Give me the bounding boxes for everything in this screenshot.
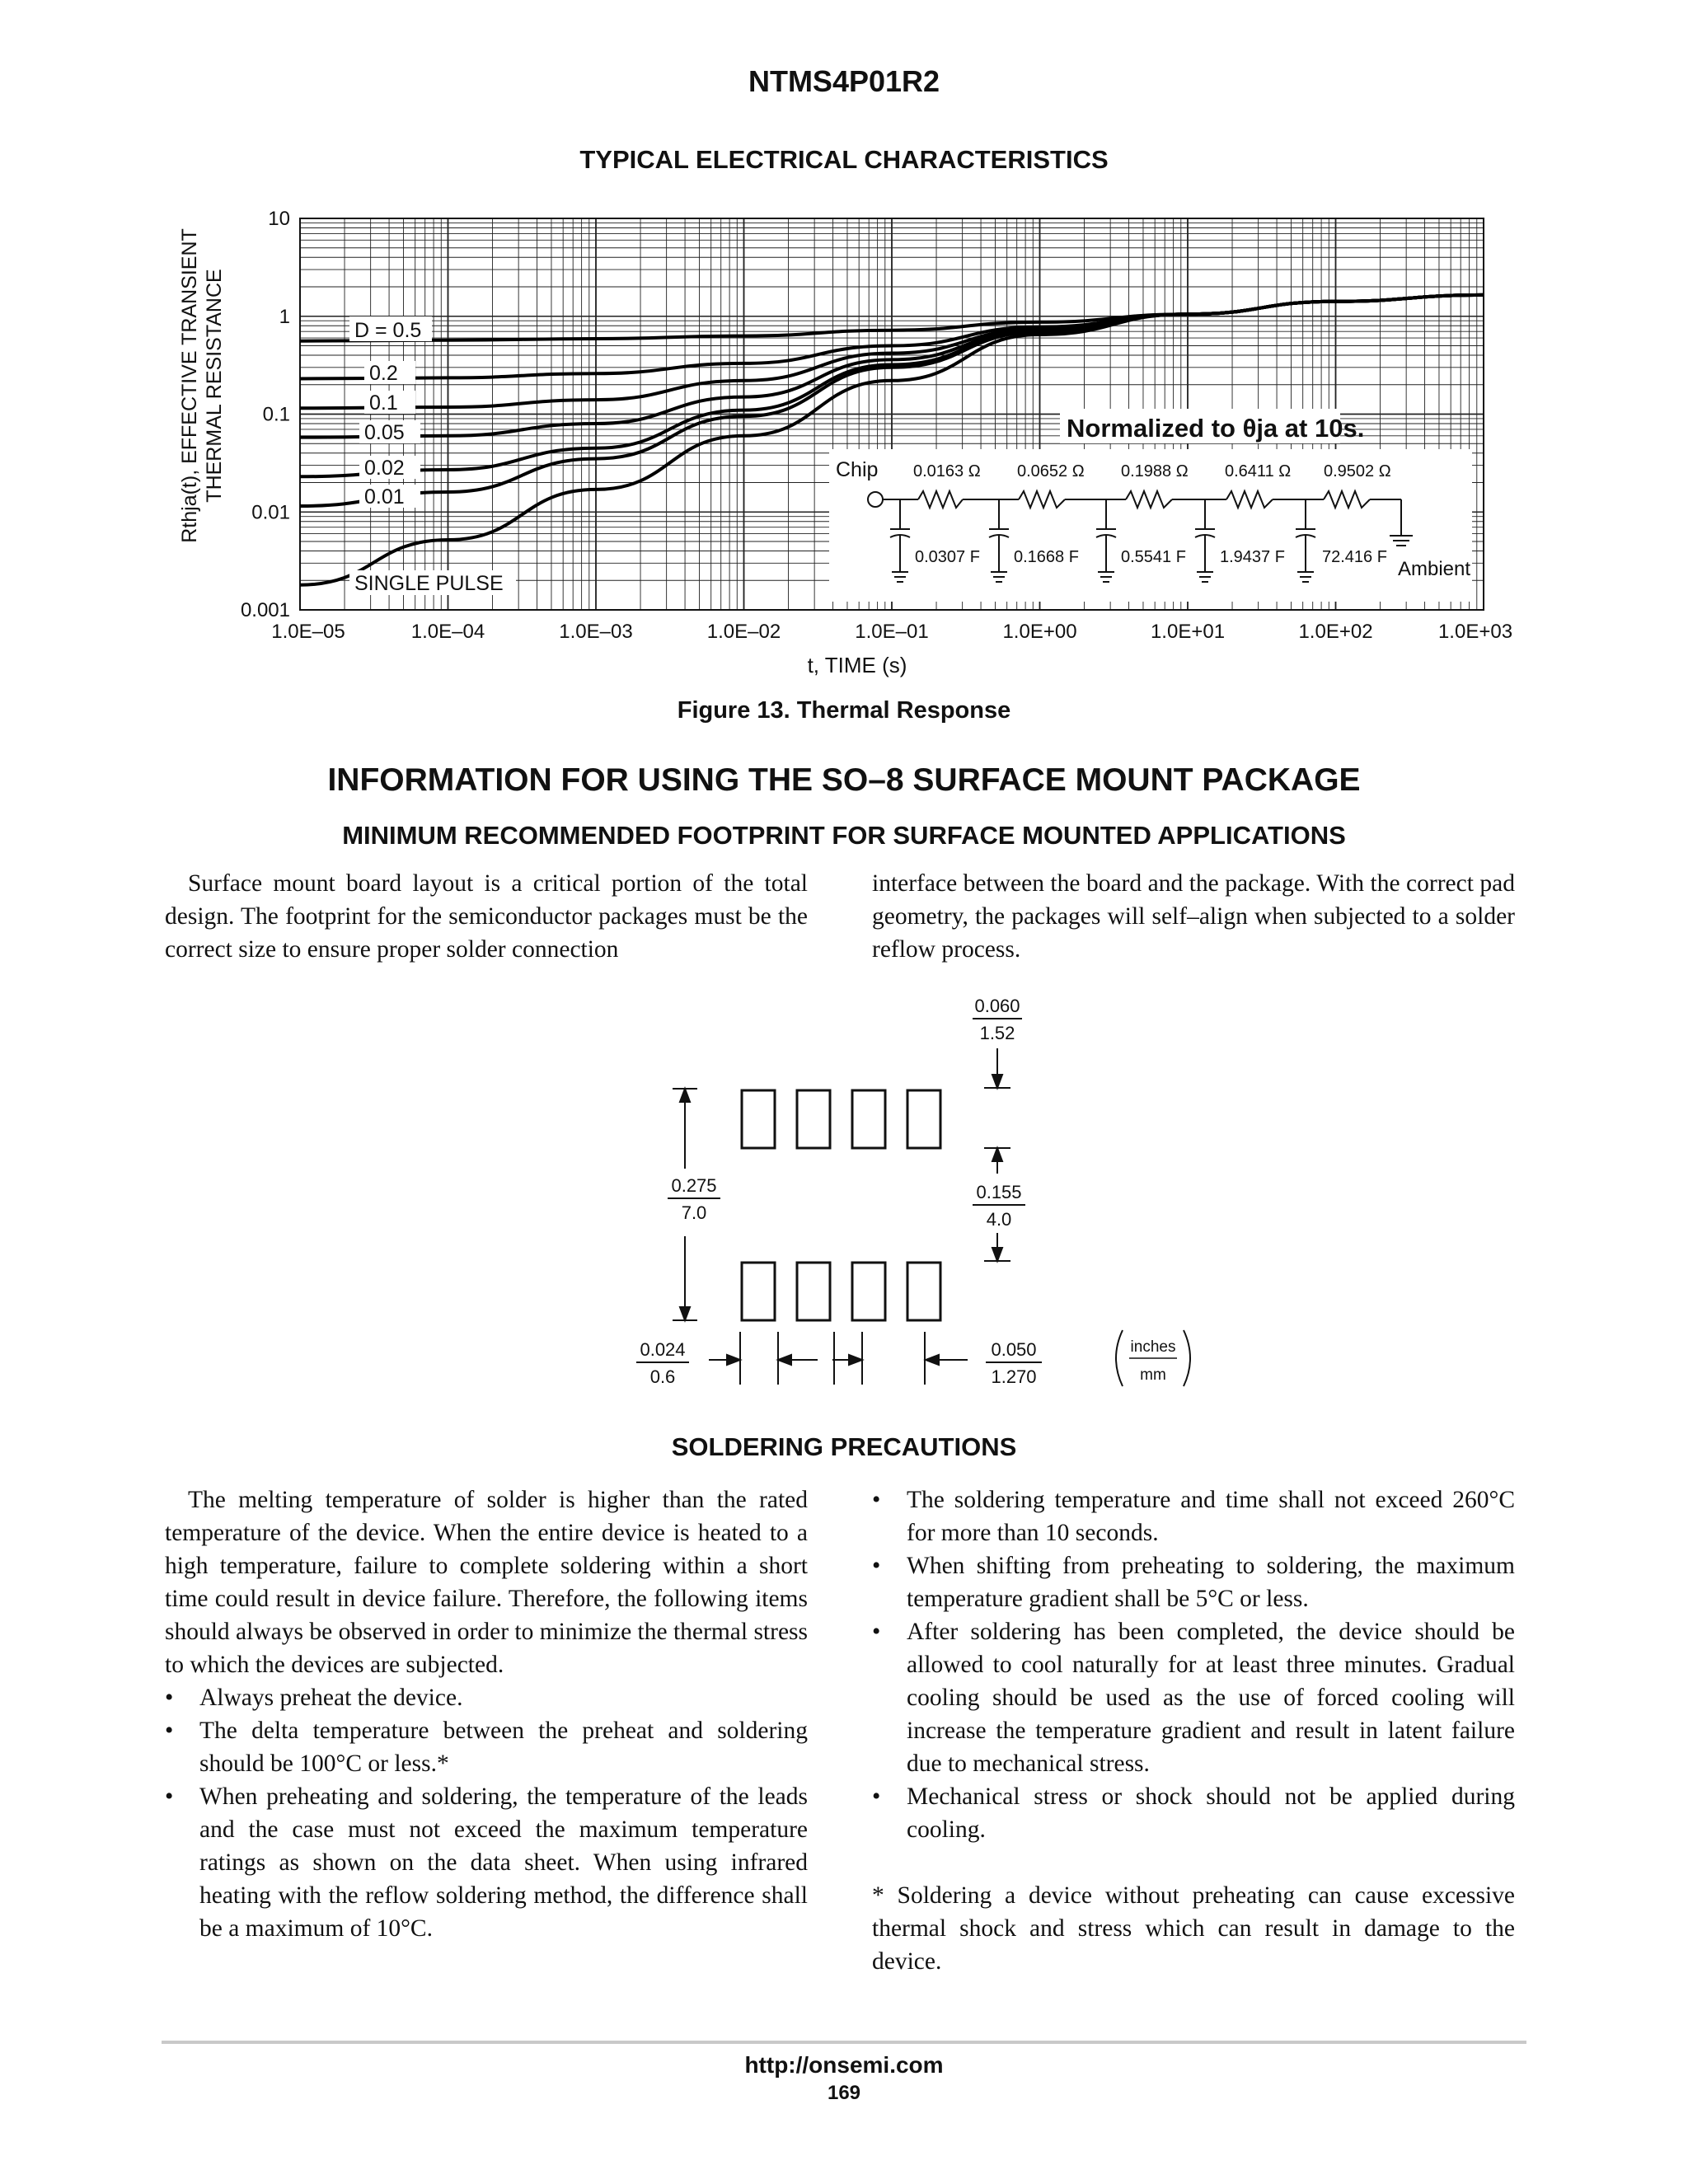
document-title: NTMS4P01R2 (748, 64, 940, 98)
dim-pitch-mm: 1.270 (991, 1366, 1037, 1387)
footer-link[interactable]: http://onsemi.com (744, 2052, 944, 2078)
pad-bottom-4 (907, 1263, 940, 1320)
dim-pad-height-in: 0.060 (974, 996, 1020, 1016)
x-tick-label: 1.0E–02 (706, 621, 781, 643)
bullet-item: • Mechanical stress or shock should not be applied during cooling. (872, 1780, 1515, 1846)
intro-paragraph-left: Surface mount board layout is a critical portion of the total design. The footprint for the semiconductor packages must be the correct size to ensure proper solder connection (165, 870, 808, 963)
y-tick-label: 0.001 (240, 599, 290, 621)
pad-bottom-2 (797, 1263, 830, 1320)
bullet-item: • After soldering has been completed, the device should be allowed to cool naturally for at least three minutes. Gradual cooling should be used as the use of forced cooling will increase the temperature gradient and result in latent failure due to mechanical stress. (872, 1615, 1515, 1780)
x-tick-label: 1.0E+02 (1298, 621, 1373, 643)
bullet-item: • When preheating and soldering, the temperature of the leads and the case must not exceed the maximum temperature ratings as shown on the data sheet. When using infrared heating with the reflow soldering method, the difference shall be a maximum of 10°C. (165, 1780, 808, 1945)
series-label-d02: 0.2 (369, 362, 398, 385)
y-tick-label: 10 (268, 208, 290, 230)
series-label-single-pulse: SINGLE PULSE (354, 572, 504, 595)
dim-pad-width-mm: 0.6 (649, 1366, 676, 1387)
series-label-d01: 0.1 (369, 391, 398, 415)
figure-caption: Figure 13. Thermal Response (677, 697, 1011, 724)
bullet-icon: • (165, 1685, 174, 1711)
footer-rule (162, 2041, 1526, 2044)
dim-overall-in: 0.275 (671, 1175, 717, 1196)
dim-overall-mm: 7.0 (681, 1202, 707, 1223)
bullet-item: • The soldering temperature and time shall not exceed 260°C for more than 10 seconds. (872, 1483, 1515, 1549)
x-axis-label: t, TIME (s) (807, 653, 907, 677)
bullet-icon: • (872, 1619, 881, 1645)
soldering-intro: The melting temperature of solder is higher than the rated temperature of the device. When the entire device is heated to a high temperature, failure to complete soldering within a short time could result in device failure. Therefore, the following items should always be observed in order to minimize the thermal stress to which the devices are subjected. (165, 1487, 808, 1678)
pad-top-4 (907, 1090, 940, 1148)
bullet-item: • The delta temperature between the preheat and soldering should be 100°C or less.* (165, 1714, 808, 1780)
pad-bottom-1 (742, 1263, 775, 1320)
dim-pad-width-in: 0.024 (640, 1339, 686, 1360)
capacitor-value: 0.5541 F (1121, 548, 1186, 566)
soldering-heading: SOLDERING PRECAUTIONS (671, 1432, 1017, 1461)
dim-pad-height-mm: 1.52 (979, 1023, 1015, 1043)
soldering-column-left (165, 1483, 808, 1945)
capacitor-value: 0.0307 F (915, 548, 980, 566)
x-tick-label: 1.0E–01 (855, 621, 929, 643)
bullet-item: • Always preheat the device. (165, 1681, 808, 1714)
capacitor-value: 0.1668 F (1014, 548, 1079, 566)
series-label-d005: 0.05 (364, 421, 405, 444)
pad-top-3 (852, 1090, 885, 1148)
bullet-item: • When shifting from preheating to soldering, the maximum temperature gradient shall be 5°C or less. (872, 1549, 1515, 1615)
resistor-value: 0.9502 Ω (1324, 462, 1391, 480)
normalization-note: Normalized to θja at 10s. (1067, 414, 1365, 443)
resistor-value: 0.6411 Ω (1225, 462, 1292, 480)
x-tick-label: 1.0E+00 (1002, 621, 1077, 643)
bullet-icon: • (165, 1718, 174, 1744)
y-tick-label: 1 (279, 305, 290, 328)
capacitor-value: 72.416 F (1322, 548, 1387, 566)
resistor-value: 0.0163 Ω (913, 462, 981, 480)
x-tick-label: 1.0E+01 (1150, 621, 1226, 643)
y-tick-label: 0.1 (262, 403, 290, 426)
pad-bottom-3 (852, 1263, 885, 1320)
soldering-column-right (872, 1483, 1515, 1978)
page-number: 169 (827, 2082, 861, 2104)
series-label-d001: 0.01 (364, 485, 405, 509)
units-legend-top: inches (1130, 1338, 1176, 1356)
y-axis-label: THERMAL RESISTANCE (203, 269, 226, 503)
section-heading: TYPICAL ELECTRICAL CHARACTERISTICS (579, 145, 1109, 174)
bullet-icon: • (872, 1553, 881, 1579)
dim-gap-mm: 4.0 (986, 1209, 1012, 1230)
dim-pitch-in: 0.050 (991, 1339, 1037, 1360)
soldering-footnote: * Soldering a device without preheating can cause excessive thermal shock and stress which can result in damage to the device. (872, 1882, 1515, 1975)
units-legend-bottom: mm (1140, 1366, 1166, 1384)
bullet-icon: • (165, 1783, 174, 1810)
package-section-subtitle: MINIMUM RECOMMENDED FOOTPRINT FOR SURFACE MOUNTED APPLICATIONS (342, 821, 1346, 850)
intro-paragraph-right: interface between the board and the package. With the correct pad geometry, the packages will self–align when subjected to a solder reflow process. (872, 870, 1515, 963)
chip-label: Chip (836, 458, 879, 481)
series-label-d05: D = 0.5 (354, 319, 422, 342)
y-tick-label: 0.01 (251, 501, 290, 524)
bullet-icon: • (872, 1487, 881, 1513)
x-tick-label: 1.0E+03 (1437, 621, 1513, 643)
y-axis-label: Rthja(t), EFFECTIVE TRANSIENT (178, 228, 201, 543)
package-section-title: INFORMATION FOR USING THE SO–8 SURFACE MOUNT PACKAGE (327, 762, 1361, 798)
dim-gap-in: 0.155 (976, 1182, 1022, 1202)
capacitor-value: 1.9437 F (1220, 548, 1285, 566)
x-tick-label: 1.0E–04 (410, 621, 485, 643)
bullet-icon: • (872, 1783, 881, 1810)
x-tick-label: 1.0E–05 (271, 621, 345, 643)
resistor-value: 0.0652 Ω (1017, 462, 1085, 480)
ambient-label: Ambient (1398, 558, 1471, 580)
x-tick-label: 1.0E–03 (559, 621, 633, 643)
resistor-value: 0.1988 Ω (1121, 462, 1189, 480)
pad-top-1 (742, 1090, 775, 1148)
pad-top-2 (797, 1090, 830, 1148)
series-label-d002: 0.02 (364, 457, 405, 480)
